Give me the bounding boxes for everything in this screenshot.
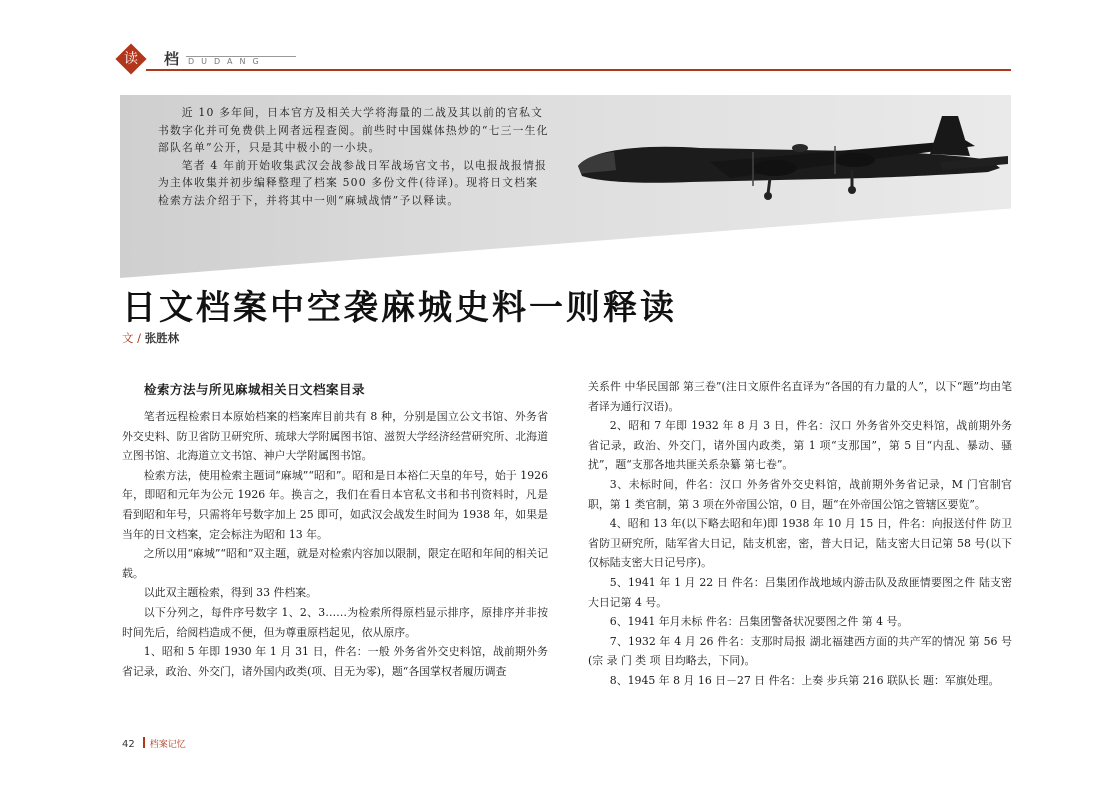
page-footer — [122, 737, 186, 750]
body-paragraph: 以下分列之，每件序号数字 1、2、3……为检索所得原档显示排序，原排序并非按时间先后，给阅档造成不便，但为尊重原档起见，依从原序。 — [122, 605, 548, 639]
right-column — [588, 377, 1012, 691]
body-paragraph: 以此双主题检索，得到 33 件档案。 — [143, 586, 318, 600]
intro-paragraph: 笔者 4 年前开始收集武汉会战参战日军战场官文书，以电报战报情报为主体收集并初步编释整理了档案 500 多份文件(待译)。现将日文档案检索方法介绍于下，并将其中一则“麻城战情”予以释读。 — [158, 158, 547, 207]
body-paragraph: 关系件 中华民国部 第三卷”(注日文原件名直译为“各国的有力量的人”，以下“题”均由笔者译为通行汉语)。 — [588, 380, 1012, 413]
body-paragraph: 7、1932 年 4 月 26 件名：支那时局报 湖北福建西方面的共产军的情况 第 56 号(宗 录 门 类 项 目均略去，下同)。 — [588, 634, 1012, 668]
magazine-name: 档案记忆 — [149, 740, 186, 750]
bomber-plane-image — [570, 108, 1010, 218]
article-title: 日文档案中空袭麻城史料一则释读 — [122, 288, 677, 328]
body-paragraph: 1、昭和 5 年即 1930 年 1 月 31 日，件名：一般 外务省外交史料馆，战前期外务省记录，政治、外交门，诸外国内政类(项、目无为零)，题“各国掌权者履历调查 — [122, 645, 548, 678]
page-header — [120, 46, 1011, 72]
logo-char: 读 — [124, 51, 138, 67]
body-paragraph: 3、未标时间，件名：汉口 外务省外交史料馆，战前期外务省记录，M 门官制官职，第 1 类官制，第 3 项在外帝国公馆，0 目，题“在外帝国公馆之管辖区要览”。 — [588, 477, 1012, 511]
body-paragraph: 2、昭和 7 年即 1932 年 8 月 3 日，件名：汉口 外务省外交史料馆，战前期外务省记录，政治、外交门，诸外国内政类，第 1 项“支那国”，第 5 目“内乱、暴动、骚扰”，题“支那各地共匪关系杂纂 第七卷”。 — [588, 419, 1012, 472]
header-rule — [146, 69, 1011, 71]
author-name: 张胜林 — [144, 331, 180, 345]
left-column — [122, 377, 548, 681]
byline — [122, 330, 179, 346]
section-title: 检索方法与所见麻城相关日文档案目录 — [144, 382, 366, 397]
page-number: 42 — [122, 739, 135, 750]
intro-text — [158, 104, 550, 210]
body-paragraph: 笔者远程检索日本原始档案的档案库目前共有 8 种，分别是国立公文书馆、外务省外交史料、防卫省防卫研究所、琉球大学附属图书馆、滋贺大学经济经营研究所、北海道立图书馆、北海道立文书馆、神户大学附属图书馆。 — [122, 410, 548, 463]
byline-prefix: 文 / — [122, 331, 142, 345]
section-english: DUDANG — [188, 57, 266, 66]
body-paragraph: 之所以用“麻城”“昭和”双主题，就是对检索内容加以限制，限定在昭和年间的相关记载。 — [122, 547, 548, 580]
intro-paragraph: 近 10 多年间，日本官方及相关大学将海量的二战及其以前的官私文书数字化并可免费供上网者远程查阅。前些时中国媒体热炒的“七三一生化部队名单”公开，只是其中极小的一小块。 — [158, 106, 549, 155]
body-paragraph: 4、昭和 13 年(以下略去昭和年)即 1938 年 10 月 15 日，件名：向报送付件 防卫省防卫研究所，陆军省大日记，陆支机密，密，普大日记，陆支密大日记第 58 号(以下仅标陆支密大日记号序)。 — [588, 517, 1012, 570]
body-paragraph: 5、1941 年 1 月 22 日 件名：吕集团作战地域内游击队及敌匪情要图之件 陆支密大日记第 4 号。 — [588, 575, 1012, 609]
body-paragraph: 6、1941 年月未标 件名：吕集团警备状况要图之件 第 4 号。 — [609, 615, 909, 629]
footer-divider — [143, 737, 145, 748]
body-paragraph: 8、1945 年 8 月 16 日－27 日 件名：上奏 步兵第 216 联队长 题：军旗处理。 — [609, 673, 1000, 687]
body-paragraph: 检索方法，使用检索主题词“麻城”“昭和”。昭和是日本裕仁天皇的年号，始于 1926 年，即昭和元年为公元 1926 年。换言之，我们在看日本官私文书和书刊资料时，凡是看到昭和年号，只需将年号数字加上 25 即可，如武汉会战发生时间为 1938 年，如果是当年的日文档案，定会标注为昭和 13 年。 — [122, 468, 548, 541]
section-char: 档 — [164, 50, 180, 68]
